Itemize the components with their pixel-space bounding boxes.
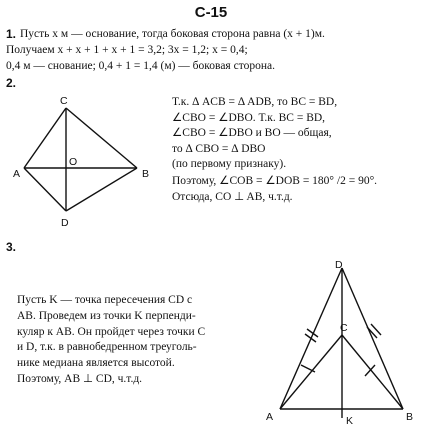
figure-3-diagram (280, 268, 403, 418)
label-d-fig2: D (61, 217, 69, 229)
label-b-fig2: B (142, 168, 150, 180)
problem-1-number: 1. (6, 27, 17, 41)
problem-3-line-5: нике медиана является высотой. (17, 357, 175, 369)
problem-2-number: 2. (6, 76, 17, 90)
segment-ac (280, 335, 342, 409)
problem-3-line-2: AB. Проведем из точки K перпенди- (17, 310, 196, 322)
problem-2-line-7: Отсюда, CO ⊥ AB, ч.т.д. (172, 191, 293, 203)
problem-2-line-5: (по первому признаку). (172, 158, 287, 170)
problem-2-line-1: Т.к. ∆ ACB = ∆ ADB, то BC = BD, (172, 96, 338, 108)
segment-db (342, 268, 403, 409)
problem-1-line-2: Получаем x + x + 1 + x + 1 = 3,2; 3x = 1,2; x = 0,4; (6, 44, 248, 56)
problem-1-line-1: Пусть x м — основание, тогда боковая сторона равна (x + 1)м. (20, 28, 325, 40)
label-b-fig3: B (406, 411, 414, 423)
problem-2-line-3: ∠CBO = ∠DBO и BO — общая, (172, 127, 332, 139)
tick-mark (365, 365, 375, 376)
label-c-fig3: C (340, 322, 348, 334)
segment-bd (66, 168, 137, 211)
tick-mark (301, 365, 315, 372)
label-d-fig3: D (335, 259, 343, 271)
segment-da (24, 168, 66, 211)
segment-cb (342, 335, 403, 409)
problem-1-line-3: 0,4 м — снование; 0,4 + 1 = 1,4 (м) — боковая сторона. (6, 60, 275, 72)
problem-3-line-1: Пусть K — точка пересечения CD с (17, 294, 193, 306)
problem-3-line-4: и D, т.к. в равнобедренном треуголь- (17, 341, 197, 353)
problem-3-line-3: куляр к AB. Он пройдет через точки C (17, 326, 206, 338)
problem-2-line-2: ∠CBO = ∠DBO. Т.к. BC = BD, (172, 112, 326, 124)
problem-3-number: 3. (6, 240, 17, 254)
segment-ac (24, 108, 66, 168)
problem-2-line-6: Поэтому, ∠COB = ∠DOB = 180° /2 = 90°. (172, 175, 378, 187)
label-o-fig2: O (69, 156, 78, 168)
label-c-fig2: C (60, 95, 68, 107)
problem-2-line-4: то ∆ CBO = ∆ DBO (172, 143, 266, 155)
label-a-fig3: A (266, 411, 274, 423)
label-k-fig3: K (346, 415, 354, 427)
figure-2-diagram (24, 108, 137, 211)
label-a-fig2: A (13, 168, 21, 180)
page-title: С-15 (194, 4, 228, 21)
problem-3-line-6: Поэтому, AB ⊥ CD, ч.т.д. (17, 373, 143, 385)
